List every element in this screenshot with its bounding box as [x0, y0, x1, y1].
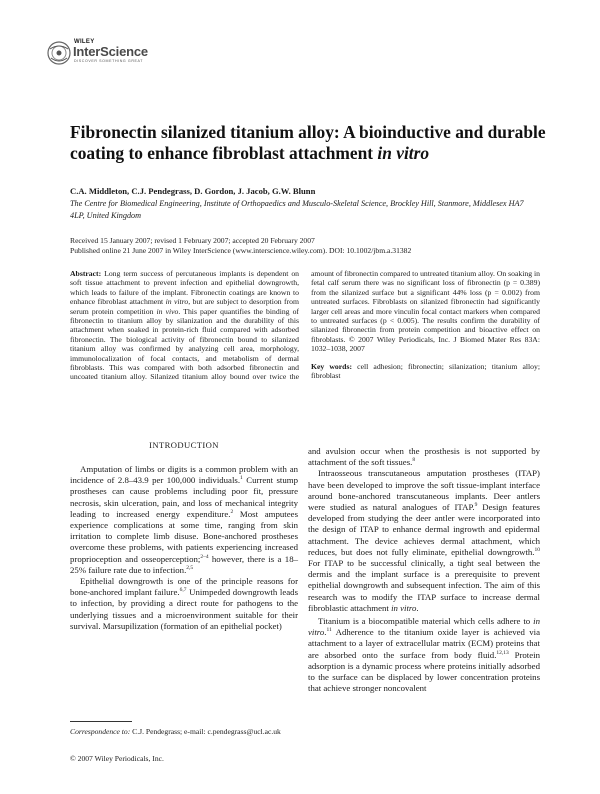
keywords-label: Key words: [311, 361, 353, 371]
publisher-tagline: DISCOVER SOMETHING GREAT [74, 59, 144, 63]
paragraph: Titanium is a biocompatible material which cells adhere to in vitro.$^{11}$ Adherence to the titanium oxide layer is achieved via attachment to a layer of extracellular matrix (ECM) proteins that are absorbed onto the surface from body fluid.$^{12,13}$ Protein adsorption is a dynamic process where proteins initially adsorbed to the surface can be displaced by lower concentration proteins that achieve stronger noncovalent [308, 616, 540, 694]
paragraph: Epithelial downgrowth is one of the principle reasons for bone-anchored implant failure.$^{6,7}$ Unimpeded downgrowth leads to infection, by providing a direct route for pathogens to the underlying tissues and a microenvironment suitable for their survival. Marsupilization (formation of an epithelial pocket) [70, 576, 298, 631]
correspondence-text: C.J. Pendegrass; e-mail: c.pendegrass@ucl.ac.uk [132, 727, 281, 736]
paragraph: Intraosseous transcutaneous amputation prostheses (ITAP) have been developed to improve the soft tissue-implant interface around bone-anchored transcutaneous implants. Deer antlers were studied as natural analogues of ITAP.$^9$ Design features developed from studying the deer antler were incorporated into the design of ITAP to enhance dermal ingrowth and epidermal attachment. The device achieves dermal attachment, which reduces, but does not fully eliminate, epithelial downgrowth.$^{10}$ For ITAP to be successful clinically, a tight seal between the dermis and the implant surface is a prerequisite to prevent epithelial downgrowth and subsequent infection. The aim of this research was to modify the ITAP surface to increase dermal fibroblastic attachment in vitro. [308, 468, 540, 613]
author-list: C.A. Middleton, C.J. Pendegrass, D. Gordon, J. Jacob, G.W. Blunn [70, 186, 316, 196]
dates-published: Published online 21 June 2007 in Wiley InterScience (www.interscience.wiley.com). DOI: 10.1002/jbm.a.31382 [70, 246, 412, 255]
publisher-brand: InterScience [73, 44, 148, 59]
correspondence-note [70, 727, 298, 737]
wiley-globe-icon [46, 40, 72, 66]
wiley-interscience-logo [46, 38, 176, 66]
keywords: Key words: cell adhesion; fibronectin; silanization; titanium alloy; fibroblast [311, 361, 541, 381]
title-main: Fibronectin silanized titanium alloy: A bioinductive and durable coating to enhance fibroblast attachment [70, 122, 546, 163]
abstract-label: Abstract: [70, 269, 102, 278]
footnote-divider [70, 721, 132, 722]
paragraph: and avulsion occur when the prosthesis is not supported by attachment of the soft tissues.$^8$ [308, 446, 540, 468]
body-right-column [308, 446, 540, 694]
abstract [70, 269, 540, 382]
publication-dates [70, 236, 411, 256]
publisher-wiley: WILEY [74, 39, 95, 45]
abstract-text: Abstract: Long term success of percutaneous implants is dependent on soft tissue attachment to prevent infection and epithelial downgrowth, which leads to failure of the implant. Fibronectin coatings are known to enhance fibroblast attachment in vitro, but are subject to desorption from serum protein competition in vivo. This paper quantifies the binding of fibronectin to titanium alloy by silanization and the durability of this attachment when soaked in protein-rich fluid compared with adsorbed fibronectin. The biological activity of fibronectin bound to silanized titanium alloy was confirmed by analyzing cell area, morphology, immunolocalization of focal contacts, and metabolism of dermal fibroblasts. This was compared with both adsorbed fibronectin and uncoated titanium alloy. Silanized titanium alloy bound over twice the amount of fibronectin compared to untreated titanium alloy. On soaking in fetal calf serum there was no significant loss of fibronectin (p = 0.389) from the silanized surface but a significant 44% loss (p = 0.002) from untreated surfaces. Fibroblasts on silanized fibronectin had significantly larger cell areas and more vinculin focal contact markers when compared to untreated surfaces (p < 0.005). The results confirm the durability of silanized fibronectin from protein competition and bioactive effect on fibroblasts. © 2007 Wiley Periodicals, Inc. J Biomed Mater Res 83A: 1032–1038, 2007 [70, 269, 540, 382]
copyright: © 2007 Wiley Periodicals, Inc. [70, 754, 164, 763]
body-left-column [70, 464, 298, 632]
article-title [70, 122, 550, 164]
dates-received: Received 15 January 2007; revised 1 February 2007; accepted 20 February 2007 [70, 236, 315, 245]
correspondence-label: Correspondence to: [70, 727, 131, 736]
section-heading-introduction: INTRODUCTION [149, 440, 219, 450]
affiliation: The Centre for Biomedical Engineering, Institute of Orthopaedics and Musculo-Skeletal Science, Brockley Hill, Stanmore, Middlesex HA7 4LP, United Kingdom [70, 199, 524, 220]
title-italic: in vitro [377, 143, 430, 163]
paragraph: Amputation of limbs or digits is a common problem with an incidence of 2.8–43.9 per 100,000 individuals.$^1$ Current stump prostheses can cause problems including poor fit, pressure necrosis, skin ulceration, pain, and loss of mechanical integrity leading to increased energy expenditure.$^2$ Most amputees experience complications at some time, ranging from skin irritation to complete limb disuse. Bone-anchored prostheses overcome these problems, with patients experiencing increased proprioception and osseoperception;$^{2-4}$ however, there is a 18–25% failure rate due to infection.$^{2,5}$ [70, 464, 298, 575]
